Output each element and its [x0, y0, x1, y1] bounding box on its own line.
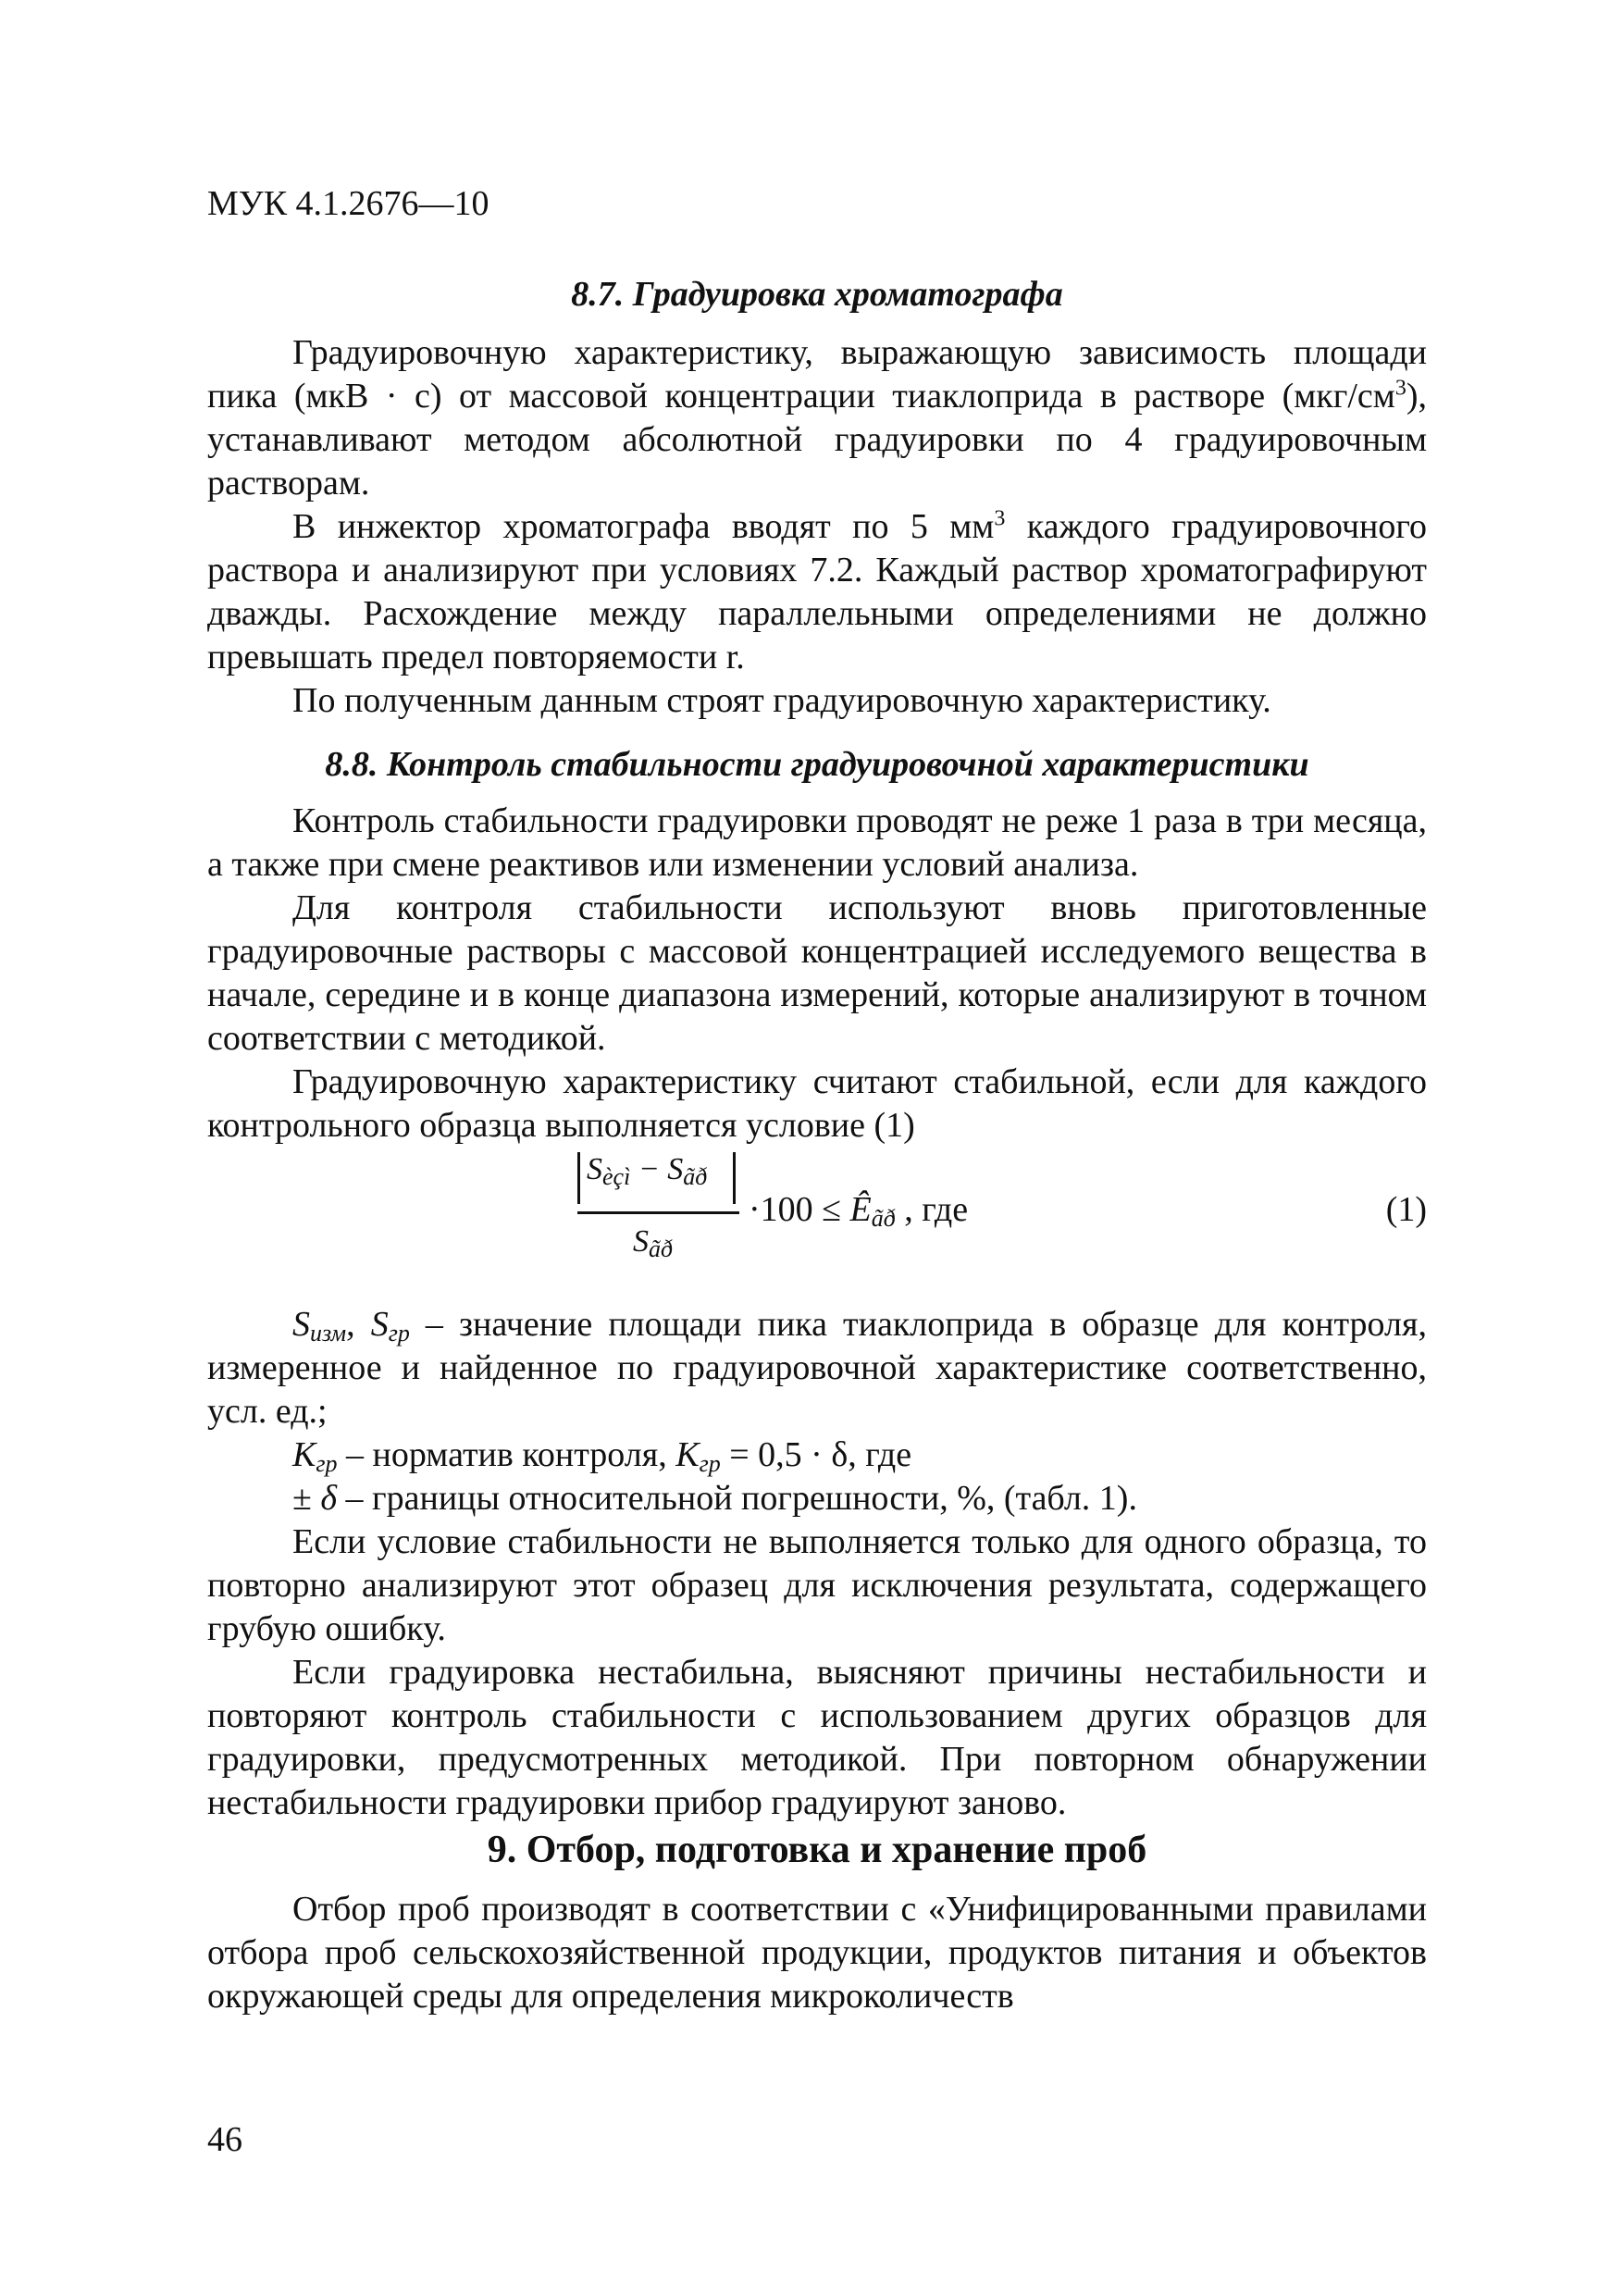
formula-rhs: $\cdot 100 \le Ê_{ãð}$ , где: [749, 1190, 969, 1232]
s87-paragraph-3: По полученным данным строят градуировочную характеристику.: [292, 681, 1271, 720]
abs-bar-left: [577, 1152, 580, 1204]
s87-paragraph-1: Градуировочную характеристику, выражающую зависимость площади пика (мкВ · с) от массовой концентрации тиаклоприда в растворе $(мкг/см^3)$, устанавливают методом абсолютной градуировки по 4 градуировочным растворам.: [207, 333, 1427, 503]
definition-delta: ± δ – границы относительной погрешности, %, (табл. 1).: [292, 1479, 1137, 1518]
s88-paragraph-1: Контроль стабильности градуировки проводят не реже 1 раза в три месяца, а также при смене реактивов или изменении условий анализа.: [207, 801, 1427, 884]
equation-number: (1): [1385, 1190, 1427, 1229]
s88-paragraph-2: Для контроля стабильности используют вновь приготовленные градуировочные растворы с массовой концентрацией исследуемого вещества в начале, середине и в конце диапазона измерений, которые анализируют в точном соответствии с методикой.: [207, 888, 1427, 1058]
section-8-7-title: 8.7. Градуировка хроматографа: [571, 275, 1063, 314]
s88-paragraph-3: Градуировочную характеристику считают стабильной, если для каждого контрольного образца выполняется условие (1): [207, 1062, 1427, 1145]
s9-paragraph-1: Отбор проб производят в соответствии с «Унифицированными правилами отбора проб сельскохозяйственной продукции, продуктов питания и объектов окружающей среды для определения микроколичеств: [207, 1890, 1427, 2016]
abs-bar-right: [733, 1152, 736, 1204]
paragraph-single-failure: Если условие стабильности не выполняется только для одного образца, то повторно анализируют этот образец для исключения результата, содержащего грубую ошибку.: [207, 1522, 1427, 1648]
formula-numerator: $S_{èçì} - S_{ãð}$: [587, 1152, 708, 1190]
definition-k: $K_{гр}$ – норматив контроля, $K_{гр} = 0,5 \cdot \delta$, где: [292, 1435, 912, 1477]
definition-s: $S_{изм}$, $S_{гр}$ – значение площади пика тиаклоприда в образце для контроля, измеренное и найденное по градуировочной характеристике соответственно, усл. ед.;: [207, 1305, 1428, 1431]
section-8-8-title: 8.8. Контроль стабильности градуировочной характеристики: [325, 745, 1309, 784]
running-head: МУК 4.1.2676—10: [207, 184, 489, 223]
formula-denominator: $S_{ãð}$: [633, 1224, 673, 1262]
fraction-line: [577, 1211, 739, 1214]
formula-1: [207, 1152, 1427, 1291]
paragraph-unstable: Если градуировка нестабильна, выясняют причины нестабильности и повторяют контроль стабильности с использованием других образцов для градуировки, предусмотренных методикой. При повторном обнаружении нестабильности градуировки прибор градуируют заново.: [207, 1653, 1427, 1822]
section-9-title: 9. Отбор, подготовка и хранение проб: [487, 1829, 1147, 1871]
s87-paragraph-2: В инжектор хроматографа вводят по 5 $мм^3$ каждого градуировочного раствора и анализируют при условиях 7.2. Каждый раствор хроматографируют дважды. Расхождение между параллельными определениями не должно превышать предел повторяемости r.: [207, 506, 1428, 676]
page-number: 46: [207, 2120, 242, 2159]
